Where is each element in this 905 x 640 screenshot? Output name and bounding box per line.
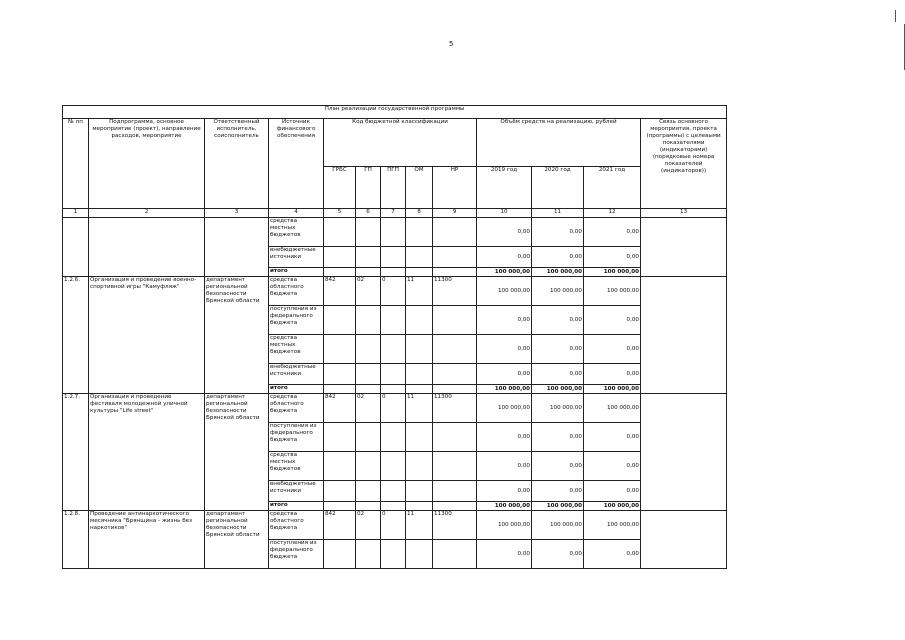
amount-2021: 0,00	[584, 540, 641, 569]
code-pgp	[381, 540, 406, 569]
code-pgp: 0	[381, 394, 406, 423]
code-gp	[356, 481, 381, 502]
header-pgp: ПГП	[381, 167, 406, 209]
amount-2019: 100 000,00	[477, 277, 532, 306]
column-number: 12	[584, 209, 641, 218]
code-nr	[433, 385, 477, 394]
amount-2020: 0,00	[532, 452, 584, 481]
table-row	[63, 394, 727, 423]
code-gp	[356, 540, 381, 569]
amount-2020: 100 000,00	[532, 385, 584, 394]
code-grbs	[324, 423, 356, 452]
amount-2021: 0,00	[584, 218, 641, 247]
column-number: 4	[269, 209, 324, 218]
funding-source: поступления из федерального бюджета	[269, 306, 324, 335]
header-2019: 2019 год	[477, 167, 532, 209]
amount-2021: 100 000,00	[584, 394, 641, 423]
code-grbs	[324, 218, 356, 247]
code-gp	[356, 452, 381, 481]
code-om	[406, 306, 433, 335]
funding-source: средства областного бюджета	[269, 277, 324, 306]
code-gp: 02	[356, 394, 381, 423]
code-pgp	[381, 364, 406, 385]
amount-2020: 0,00	[532, 540, 584, 569]
item-name: Организация и проведение военно-спортивной игры "Камуфляж"	[89, 277, 205, 394]
program-plan-table	[62, 105, 727, 569]
amount-2020: 100 000,00	[532, 277, 584, 306]
code-pgp	[381, 335, 406, 364]
header-volumes: Объём средств на реализацию, рублей	[477, 119, 641, 167]
indicator-link	[641, 511, 727, 569]
code-om	[406, 481, 433, 502]
amount-2019: 0,00	[477, 423, 532, 452]
header-2020: 2020 год	[532, 167, 584, 209]
code-gp	[356, 364, 381, 385]
indicator-link	[641, 394, 727, 511]
column-number: 13	[641, 209, 727, 218]
item-executor: департамент региональной безопасности Брянской области	[205, 394, 269, 511]
code-grbs: 842	[324, 394, 356, 423]
code-grbs	[324, 306, 356, 335]
amount-2021: 0,00	[584, 423, 641, 452]
column-number: 3	[205, 209, 269, 218]
code-om: 11	[406, 511, 433, 540]
amount-2019: 100 000,00	[477, 385, 532, 394]
column-number: 11	[532, 209, 584, 218]
code-nr	[433, 335, 477, 364]
code-gp	[356, 335, 381, 364]
code-om	[406, 423, 433, 452]
code-nr	[433, 502, 477, 511]
code-om	[406, 247, 433, 268]
code-gp	[356, 306, 381, 335]
amount-2021: 0,00	[584, 247, 641, 268]
funding-source: итого	[269, 502, 324, 511]
item-executor: департамент региональной безопасности Брянской области	[205, 511, 269, 569]
header-executor: Ответственный исполнитель, соисполнитель	[205, 119, 269, 209]
table-title: План реализации государственной программы	[63, 106, 727, 119]
code-om	[406, 452, 433, 481]
item-name: Проведение антинаркотического месячника "Брянщина - жизнь без наркотиков"	[89, 511, 205, 569]
funding-source: итого	[269, 385, 324, 394]
funding-source: средства местных бюджетов	[269, 452, 324, 481]
code-om	[406, 218, 433, 247]
funding-source: внебюджетные источники	[269, 364, 324, 385]
amount-2019: 0,00	[477, 218, 532, 247]
amount-2020: 0,00	[532, 306, 584, 335]
code-grbs: 842	[324, 277, 356, 306]
funding-source: итого	[269, 268, 324, 277]
code-gp: 02	[356, 511, 381, 540]
code-grbs	[324, 364, 356, 385]
code-gp	[356, 385, 381, 394]
amount-2020: 0,00	[532, 247, 584, 268]
amount-2020: 0,00	[532, 335, 584, 364]
item-executor	[205, 218, 269, 277]
column-number: 2	[89, 209, 205, 218]
code-grbs	[324, 385, 356, 394]
header-name: Подпрограмма, основное мероприятие (проект), направление расходов, мероприятие	[89, 119, 205, 209]
code-pgp	[381, 481, 406, 502]
table-row	[63, 277, 727, 306]
amount-2021: 100 000,00	[584, 277, 641, 306]
code-pgp	[381, 218, 406, 247]
header-source: Источник финансового обеспечения	[269, 119, 324, 209]
amount-2021: 0,00	[584, 306, 641, 335]
column-number: 9	[433, 209, 477, 218]
column-number: 6	[356, 209, 381, 218]
indicator-link	[641, 218, 727, 277]
item-name	[89, 218, 205, 277]
amount-2021: 100 000,00	[584, 268, 641, 277]
column-number: 1	[63, 209, 89, 218]
code-grbs: 842	[324, 511, 356, 540]
amount-2020: 0,00	[532, 481, 584, 502]
header-2021: 2021 год	[584, 167, 641, 209]
amount-2019: 100 000,00	[477, 511, 532, 540]
code-nr: 11300	[433, 394, 477, 423]
code-grbs	[324, 247, 356, 268]
indicator-link	[641, 277, 727, 394]
amount-2020: 0,00	[532, 364, 584, 385]
code-nr: 11300	[433, 277, 477, 306]
column-number: 10	[477, 209, 532, 218]
code-om	[406, 364, 433, 385]
code-grbs	[324, 335, 356, 364]
code-grbs	[324, 502, 356, 511]
code-grbs	[324, 452, 356, 481]
funding-source: внебюджетные источники	[269, 481, 324, 502]
amount-2021: 0,00	[584, 335, 641, 364]
item-number: 1.2.6.	[63, 277, 89, 394]
amount-2019: 0,00	[477, 364, 532, 385]
header-no: № пп	[63, 119, 89, 209]
code-om: 11	[406, 277, 433, 306]
code-om	[406, 268, 433, 277]
code-nr	[433, 423, 477, 452]
funding-source: средства областного бюджета	[269, 511, 324, 540]
table-row	[63, 218, 727, 247]
table-row	[63, 511, 727, 540]
item-number: 1.2.7.	[63, 394, 89, 511]
column-number: 5	[324, 209, 356, 218]
header-gp: ГП	[356, 167, 381, 209]
amount-2021: 0,00	[584, 452, 641, 481]
amount-2019: 0,00	[477, 481, 532, 502]
code-pgp	[381, 452, 406, 481]
code-gp	[356, 502, 381, 511]
item-executor: департамент региональной безопасности Брянской области	[205, 277, 269, 394]
item-number	[63, 218, 89, 277]
page-number: 5	[449, 40, 454, 48]
code-nr	[433, 218, 477, 247]
amount-2019: 0,00	[477, 452, 532, 481]
amount-2019: 100 000,00	[477, 394, 532, 423]
code-om	[406, 540, 433, 569]
amount-2020: 100 000,00	[532, 511, 584, 540]
code-pgp: 0	[381, 277, 406, 306]
funding-source: поступления из федерального бюджета	[269, 423, 324, 452]
code-om	[406, 502, 433, 511]
code-nr	[433, 306, 477, 335]
code-pgp	[381, 306, 406, 335]
code-nr	[433, 247, 477, 268]
header-budget-code: Код бюджетной классификации	[324, 119, 477, 167]
code-grbs	[324, 481, 356, 502]
amount-2019: 0,00	[477, 335, 532, 364]
code-pgp: 0	[381, 511, 406, 540]
amount-2020: 100 000,00	[532, 394, 584, 423]
code-pgp	[381, 268, 406, 277]
code-pgp	[381, 385, 406, 394]
amount-2021: 100 000,00	[584, 502, 641, 511]
code-gp	[356, 218, 381, 247]
code-nr	[433, 481, 477, 502]
amount-2019: 100 000,00	[477, 268, 532, 277]
code-pgp	[381, 247, 406, 268]
header-grbs: ГРБС	[324, 167, 356, 209]
column-number: 7	[381, 209, 406, 218]
item-name: Организация и проведение фестиваля молодежной уличной культуры "Life street"	[89, 394, 205, 511]
amount-2019: 0,00	[477, 306, 532, 335]
amount-2020: 0,00	[532, 218, 584, 247]
code-om: 11	[406, 394, 433, 423]
amount-2020: 0,00	[532, 423, 584, 452]
margin-mark	[895, 10, 896, 22]
amount-2021: 100 000,00	[584, 511, 641, 540]
header-nr: НР	[433, 167, 477, 209]
funding-source: средства местных бюджетов	[269, 218, 324, 247]
code-nr	[433, 364, 477, 385]
funding-source: поступления из федерального бюджета	[269, 540, 324, 569]
code-gp	[356, 423, 381, 452]
amount-2020: 100 000,00	[532, 268, 584, 277]
column-number: 8	[406, 209, 433, 218]
amount-2020: 100 000,00	[532, 502, 584, 511]
amount-2021: 0,00	[584, 364, 641, 385]
amount-2021: 0,00	[584, 481, 641, 502]
amount-2019: 0,00	[477, 247, 532, 268]
code-grbs	[324, 540, 356, 569]
code-om	[406, 385, 433, 394]
item-number: 1.2.8.	[63, 511, 89, 569]
funding-source: внебюджетные источники	[269, 247, 324, 268]
code-grbs	[324, 268, 356, 277]
code-om	[406, 335, 433, 364]
code-nr	[433, 540, 477, 569]
code-gp: 02	[356, 277, 381, 306]
header-link: Связь основного мероприятия, проекта (программы) с целевыми показателями (индикаторами) (порядковые номера показателей (индикаторов))	[641, 119, 727, 209]
code-pgp	[381, 423, 406, 452]
code-nr: 11300	[433, 511, 477, 540]
code-nr	[433, 452, 477, 481]
amount-2019: 0,00	[477, 540, 532, 569]
code-pgp	[381, 502, 406, 511]
code-nr	[433, 268, 477, 277]
code-gp	[356, 268, 381, 277]
amount-2019: 100 000,00	[477, 502, 532, 511]
code-gp	[356, 247, 381, 268]
funding-source: средства местных бюджетов	[269, 335, 324, 364]
header-om: ОМ	[406, 167, 433, 209]
funding-source: средства областного бюджета	[269, 394, 324, 423]
amount-2021: 100 000,00	[584, 385, 641, 394]
